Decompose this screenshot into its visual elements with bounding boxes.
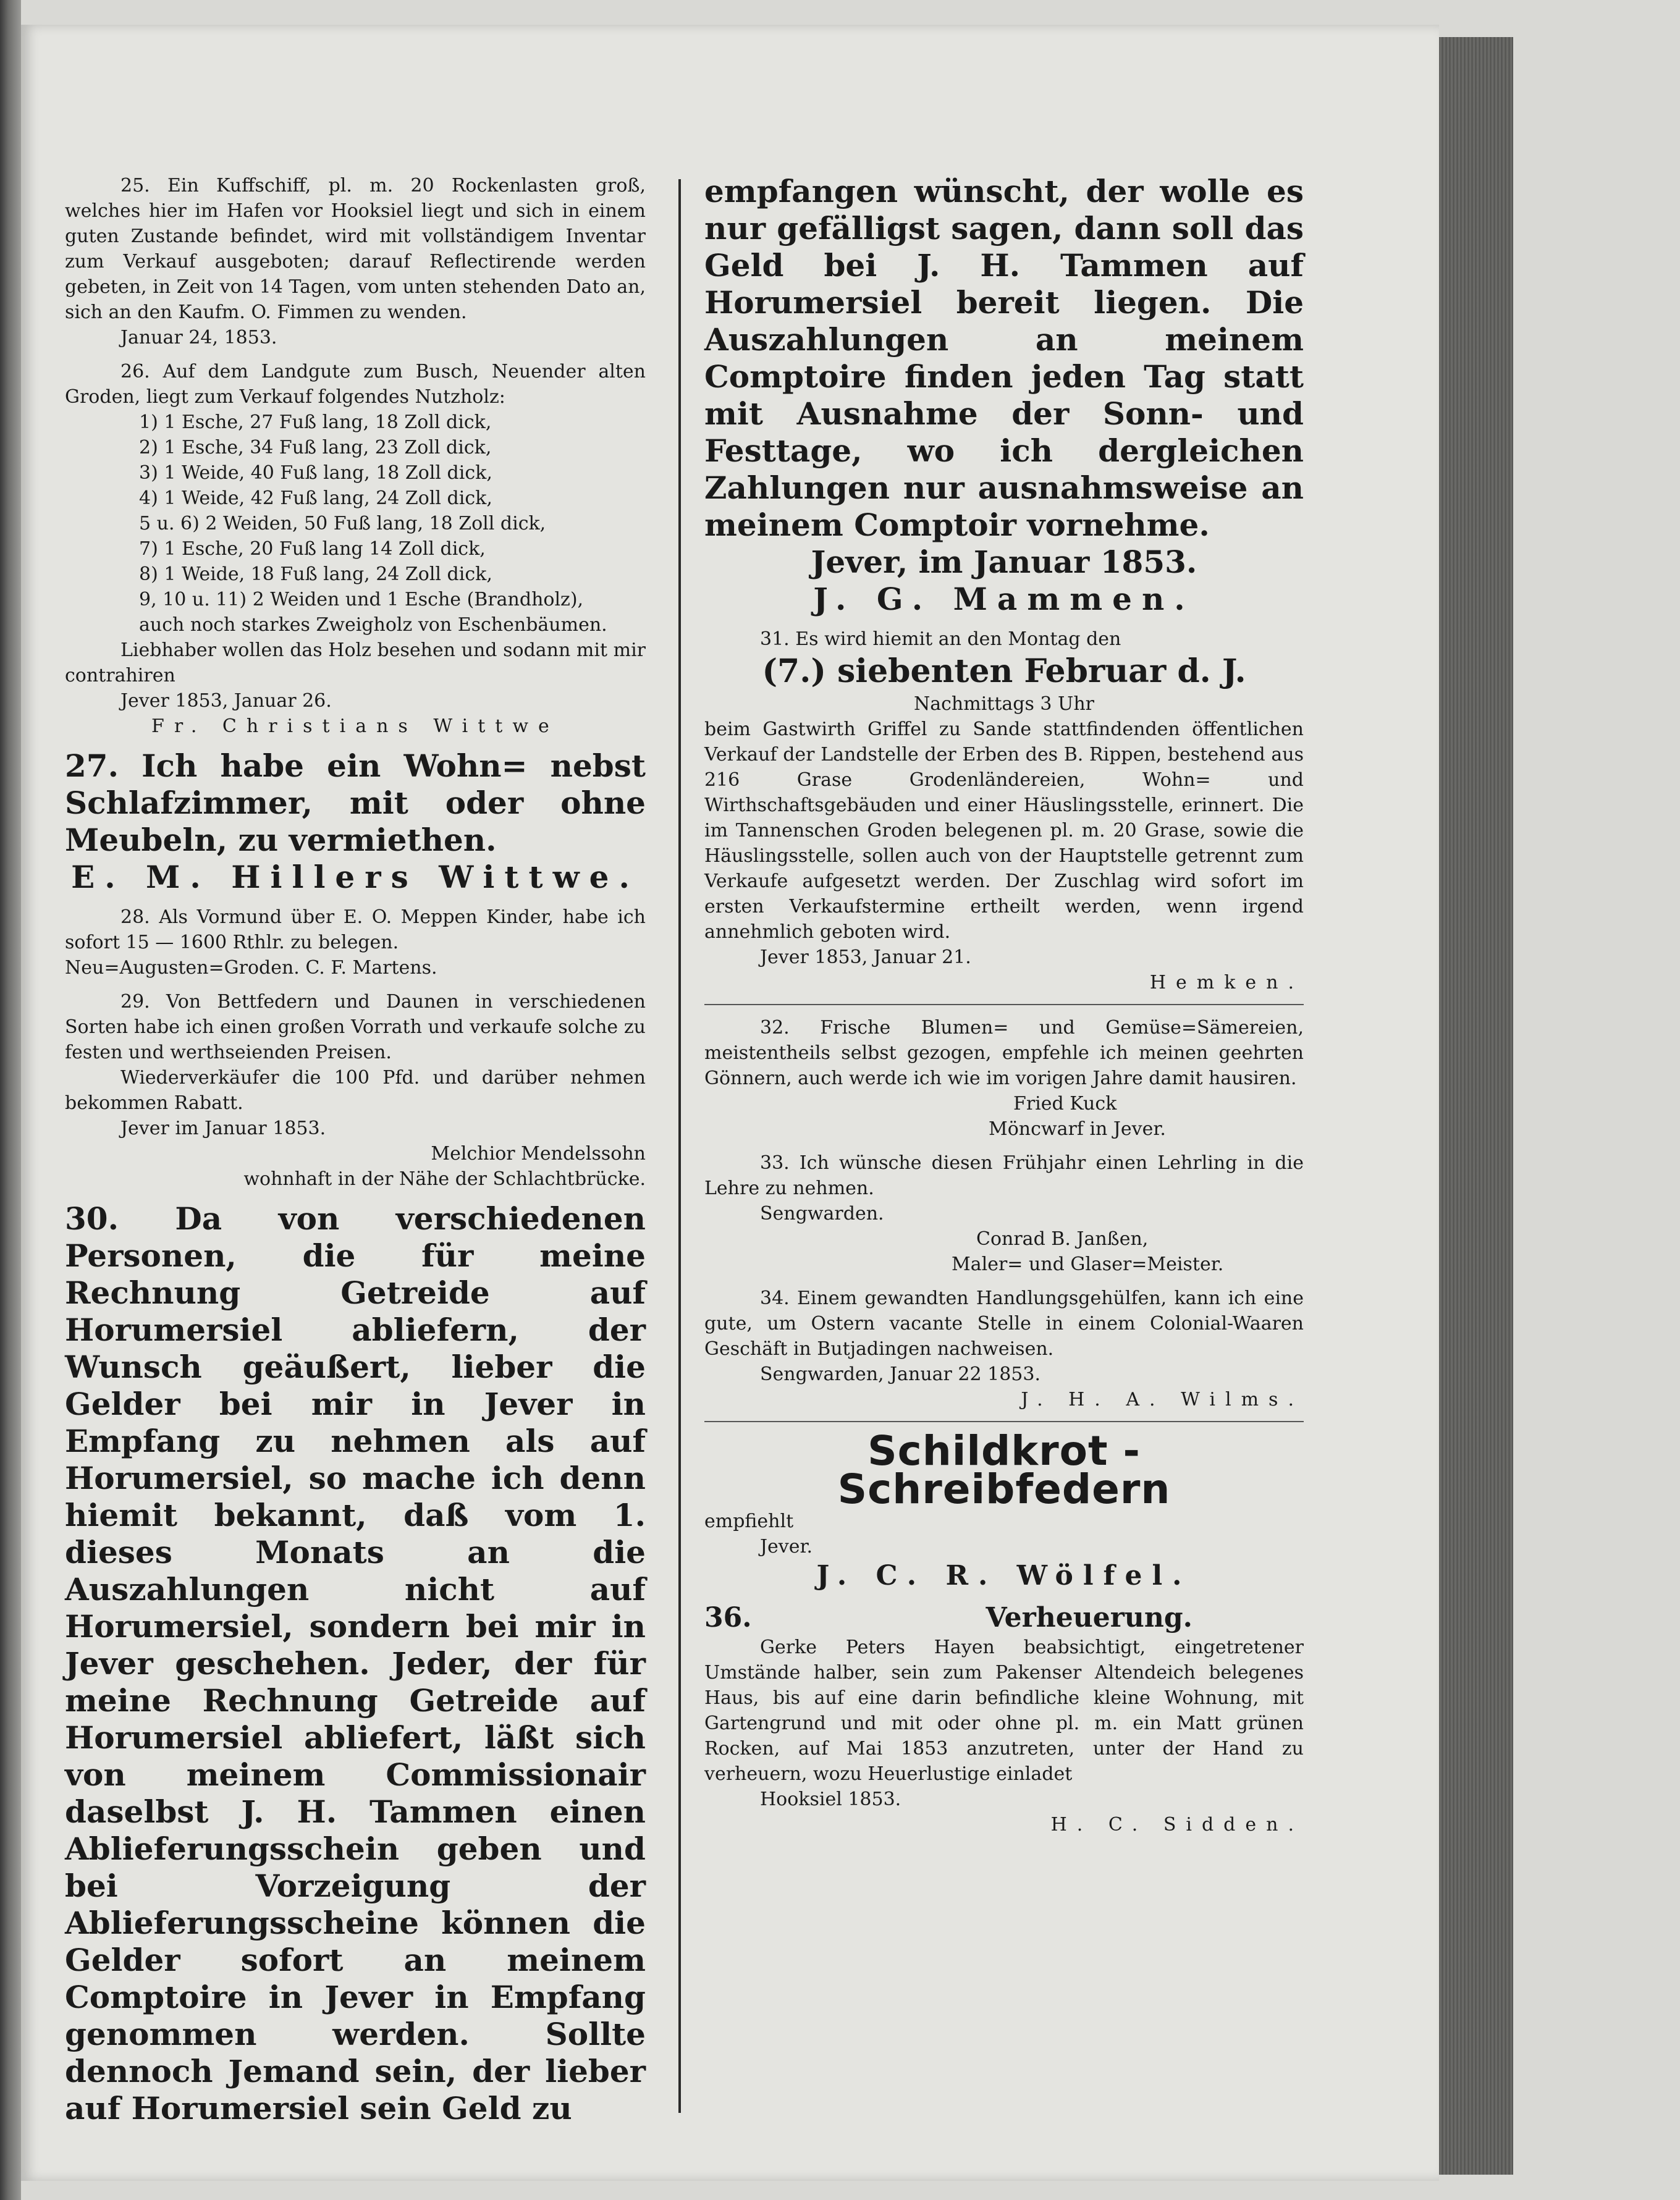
list-item: 3) 1 Weide, 40 Fuß lang, 18 Zoll dick, <box>139 462 492 484</box>
ad-28-text: 28. Als Vormund über E. O. Meppen Kinder, habe ich sofort 15 — 1600 Rthlr. zu belegen. <box>65 906 646 953</box>
ad-36 <box>704 1601 1304 1837</box>
ad-35-headline: Schildkrot - Schreibfedern <box>837 1427 1171 1513</box>
ad-36-text: Gerke Peters Hayen beabsichtigt, eingetretener Umstände halber, sein zum Pakenser Altendeich belegenes Haus, bis auf eine darin befindliche kleine Wohnung, mit Gartengrund und mit oder ohne pl. m. ein Matt grünen Rocken, auf Mai 1853 anzutreten, unter der Hand zu verheuern, wozu Heuerlustige einladet <box>704 1637 1304 1785</box>
ad-29-text2: Wiederverkäufer die 100 Pfd. und darüber nehmen bekommen Rabatt. <box>65 1067 646 1114</box>
ad-36-signature: H. C. Sidden. <box>1050 1814 1304 1835</box>
ad-33-signature: Conrad B. Janßen, <box>976 1228 1149 1250</box>
ad-25-text: 25. Ein Kuffschiff, pl. m. 20 Rockenlasten groß, welches hier im Hafen vor Hooksiel liegt und sich in einem guten Zustande befindet, wird mit vollständigem Inventar zum Verkauf ausgeboten; darauf Reflectirende werden gebeten, in Zeit von 14 Tagen, vom unten stehenden Dato an, sich an den Kaufm. O. Fimmen zu wenden. <box>65 175 646 323</box>
ad-31-signature: Hemken. <box>1149 972 1304 993</box>
ad-26 <box>65 359 646 739</box>
ad-30-left <box>65 1200 646 2127</box>
ad-35-place: Jever. <box>760 1536 813 1557</box>
ad-29-text: 29. Von Bettfedern und Daunen in verschiedenen Sorten habe ich einen großen Vorrath und verkaufe solche zu festen und werthseienden Preisen. <box>65 991 646 1063</box>
ad-29-date: Jever im Januar 1853. <box>120 1118 326 1139</box>
list-item: 8) 1 Weide, 18 Fuß lang, 24 Zoll dick, <box>139 563 492 585</box>
ad-25 <box>65 173 646 350</box>
ad-31-date-big: (7.) siebenten Februar d. J. <box>762 652 1246 690</box>
ad-34 <box>704 1286 1304 1412</box>
ad-28 <box>65 904 646 980</box>
ad-26-outro: Liebhaber wollen das Holz besehen und sodann mit mir contrahiren <box>65 639 646 686</box>
book-page-edges <box>1439 37 1513 2175</box>
ad-30-signature: J. G. Mammen. <box>813 581 1195 617</box>
ad-33-title: Maler= und Glaser=Meister. <box>952 1254 1224 1275</box>
ad-26-date: Jever 1853, Januar 26. <box>120 690 332 712</box>
ad-34-text: 34. Einem gewandten Handlungsgehülfen, kann ich eine gute, um Ostern vacante Stelle in einem Colonial-Waaren Geschäft in Butjadingen nachweisen. <box>704 1288 1304 1360</box>
ad-33-place: Sengwarden. <box>760 1203 884 1224</box>
list-item: 2) 1 Esche, 34 Fuß lang, 23 Zoll dick, <box>139 437 492 458</box>
list-item: 4) 1 Weide, 42 Fuß lang, 24 Zoll dick, <box>139 487 492 509</box>
ad-31-date: Jever 1853, Januar 21. <box>760 946 971 968</box>
ad-30-right <box>704 173 1304 618</box>
ad-29-signature: Melchior Mendelssohn <box>431 1143 646 1165</box>
book-binding-left <box>0 0 21 2200</box>
ad-35-signature: J. C. R. Wölfel. <box>816 1560 1192 1591</box>
ad-26-signature: Fr. Christians Wittwe <box>151 715 559 737</box>
ad-29-address: wohnhaft in der Nähe der Schlachtbrücke. <box>243 1168 646 1190</box>
ad-34-signature: J. H. A. Wilms. <box>1021 1389 1304 1410</box>
ad-30-date: Jever, im Januar 1853. <box>811 544 1197 580</box>
ad-29 <box>65 989 646 1192</box>
list-item: 7) 1 Esche, 20 Fuß lang 14 Zoll dick, <box>139 538 486 560</box>
ad-36-headline: Verheuerung. <box>986 1602 1192 1633</box>
ad-30-text-right: empfangen wünscht, der wolle es nur gefälligst sagen, dann soll das Geld bei J. H. Tammen auf Horumersiel bereit liegen. Die Auszahlungen an meinem Comptoire finden jeden Tag statt mit Ausnahme der Sonn- und Festtage, wo ich dergleichen Zahlungen nur ausnahmsweise an meinem Comptoir vornehme. <box>704 173 1304 543</box>
list-item: auch noch starkes Zweigholz von Eschenbäumen. <box>139 614 607 636</box>
list-item: 5 u. 6) 2 Weiden, 50 Fuß lang, 18 Zoll dick, <box>139 513 546 534</box>
ad-36-header <box>704 1601 1304 1635</box>
column-divider <box>678 179 681 2113</box>
ad-36-date: Hooksiel 1853. <box>760 1789 901 1810</box>
ad-31-text: beim Gastwirth Griffel zu Sande stattfindenden öffentlichen Verkauf der Landstelle der Erben des B. Rippen, bestehend aus 216 Grase Grodenländereien, Wohn= und Wirthschaftsgebäuden und einer Häuslingsstelle, erinnert. Die im Tannenschen Groden belegenen pl. m. 20 Grase, sowie die Häuslingsstelle, sollen auch von der Hauptstelle getrennt zum Verkaufe aufgesetzt werden. Der Zuschlag wird sofort im ersten Verkaufstermine ertheilt werden, wenn irgend annehmlich geboten wird. <box>704 719 1304 943</box>
ad-27-signature: E. M. Hillers Wittwe. <box>71 859 639 895</box>
ad-36-number: 36. <box>704 1602 752 1633</box>
ad-27 <box>65 748 646 896</box>
ad-32-signature: Fried Kuck <box>1013 1093 1117 1115</box>
ad-31 <box>704 626 1304 995</box>
separator-rule <box>704 1421 1304 1422</box>
left-column <box>65 173 646 2136</box>
ad-33-text: 33. Ich wünsche diesen Frühjahr einen Lehrling in die Lehre zu nehmen. <box>704 1152 1304 1199</box>
ad-34-date: Sengwarden, Januar 22 1853. <box>760 1363 1041 1385</box>
ad-31-time: Nachmittags 3 Uhr <box>913 693 1094 715</box>
ad-25-date: Januar 24, 1853. <box>120 327 277 348</box>
ad-32-address: Möncwarf in Jever. <box>989 1118 1166 1140</box>
ad-35-text: empfiehlt <box>704 1511 794 1532</box>
ad-32 <box>704 1015 1304 1142</box>
ad-28-signature: Neu=Augusten=Groden. C. F. Martens. <box>65 957 437 979</box>
ad-33 <box>704 1150 1304 1277</box>
ad-32-text: 32. Frische Blumen= und Gemüse=Sämereien, meistentheils selbst gezogen, empfehle ich meinen geehrten Gönnern, auch werde ich wie im vorigen Jahre damit hausiren. <box>704 1017 1304 1089</box>
list-item: 1) 1 Esche, 27 Fuß lang, 18 Zoll dick, <box>139 411 492 433</box>
separator-rule <box>704 1004 1304 1005</box>
ad-30-text-left: 30. Da von verschiedenen Personen, die für meine Rechnung Getreide auf Horumersiel abliefern, der Wunsch geäußert, lieber die Gelder bei mir in Jever in Empfang zu nehmen als auf Horumersiel, so mache ich denn hiemit bekannt, daß vom 1. dieses Monats an die Auszahlungen nicht auf Horumersiel, sondern bei mir in Jever geschehen. Jeder, der für meine Rechnung Getreide auf Horumersiel abliefert, läßt sich von meinem Commissionair daselbst J. H. Tammen einen Ablieferungsschein geben und bei Vorzeigung der Ablieferungsscheine können die Gelder sofort an meinem Comptoire in Jever in Empfang genommen werden. Sollte dennoch Jemand sein, der lieber auf Horumersiel sein Geld zu <box>65 1200 646 2126</box>
ad-35 <box>704 1427 1304 1593</box>
ad-31-intro: 31. Es wird hiemit an den Montag den <box>760 628 1121 650</box>
ad-26-intro: 26. Auf dem Landgute zum Busch, Neuender alten Groden, liegt zum Verkauf folgendes Nutzholz: <box>65 361 646 408</box>
ad-27-text: 27. Ich habe ein Wohn= nebst Schlafzimmer, mit oder ohne Meubeln, zu vermiethen. <box>65 748 646 858</box>
ad-26-item-list <box>65 410 646 638</box>
ad-36-body <box>704 1635 1304 1837</box>
right-column <box>704 173 1304 1846</box>
list-item: 9, 10 u. 11) 2 Weiden und 1 Esche (Brandholz), <box>139 589 584 610</box>
